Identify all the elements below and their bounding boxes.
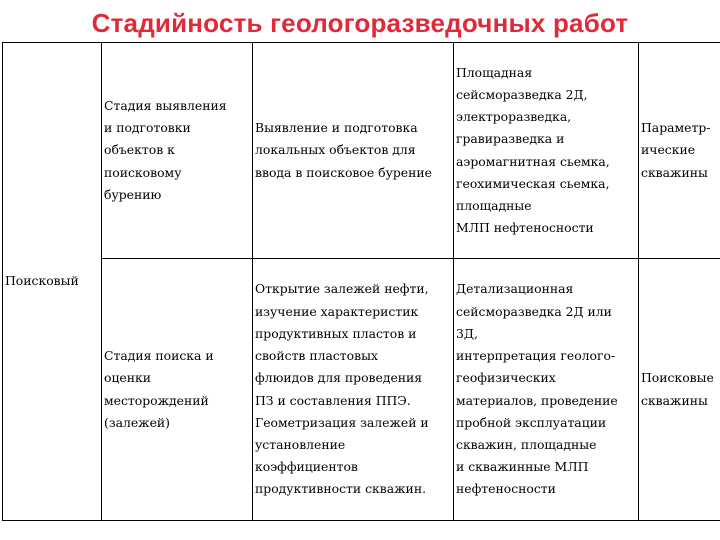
- cell-line: сейсморазведка 2Д,: [456, 86, 588, 102]
- cell-line: Площадная: [456, 64, 533, 80]
- objective-cell: [253, 43, 454, 259]
- methods-cell: [454, 43, 639, 259]
- cell-line: сейсморазведка 2Д или: [456, 303, 612, 319]
- cell-line: нефтеносности: [456, 481, 556, 497]
- cell-line: Параметр-: [641, 120, 711, 136]
- cell-line: скважин, площадные: [456, 436, 597, 452]
- wells-cell: [639, 259, 720, 521]
- cell-line: геофизических: [456, 370, 556, 386]
- cell-line: изучение характеристик: [255, 303, 419, 319]
- cell-line: скважины: [641, 164, 708, 180]
- cell-line: бурению: [104, 186, 162, 202]
- wells-text: [641, 367, 720, 411]
- cell-line: Стадия поиска и: [104, 348, 214, 364]
- cell-line: аэромагнитная сьемка,: [456, 153, 610, 169]
- objective-text: [255, 117, 451, 184]
- wells-cell: [639, 43, 720, 259]
- cell-line: гравиразведка и: [456, 131, 565, 147]
- cell-line: материалов, проведение: [456, 392, 618, 408]
- substage-text: [104, 95, 250, 206]
- cell-line: коэффициентов: [255, 459, 358, 475]
- cell-line: Геометризация залежей и: [255, 414, 429, 430]
- cell-line: месторождений: [104, 392, 209, 408]
- cell-line: геохимическая сьемка,: [456, 175, 610, 191]
- cell-line: и подготовки: [104, 120, 191, 136]
- cell-line: пробной эксплуатации: [456, 414, 607, 430]
- cell-line: продуктивности скважин.: [255, 481, 427, 497]
- cell-line: локальных объектов для: [255, 142, 416, 158]
- cell-line: свойств пластовых: [255, 348, 378, 364]
- cell-line: оценки: [104, 370, 152, 386]
- substage-text: [104, 345, 250, 434]
- table-row: [3, 43, 720, 259]
- cell-line: объектов к: [104, 142, 175, 158]
- cell-line: площадные: [456, 197, 532, 213]
- substage-cell: [102, 259, 253, 521]
- cell-line: Поисковые: [641, 370, 714, 386]
- stage-label: Поисковый: [5, 273, 79, 289]
- methods-text: [456, 62, 636, 240]
- objective-cell: [253, 259, 454, 521]
- wells-text: [641, 117, 720, 184]
- cell-line: интерпретация геолого-: [456, 348, 616, 364]
- cell-line: поисковому: [104, 164, 182, 180]
- objective-text: [255, 278, 451, 500]
- cell-line: и скважинные МЛП: [456, 459, 589, 475]
- cell-line: электроразведка,: [456, 109, 572, 125]
- cell-line: флюидов для проведения: [255, 370, 423, 386]
- cell-line: ические: [641, 142, 696, 158]
- stages-table: [2, 42, 720, 521]
- cell-line: ПЗ и составления ППЭ.: [255, 392, 411, 408]
- methods-cell: [454, 259, 639, 521]
- cell-line: (залежей): [104, 414, 171, 430]
- slide-title: Стадийность геологоразведочных работ: [91, 8, 629, 38]
- substage-cell: [102, 43, 253, 259]
- cell-line: 3Д,: [456, 325, 478, 341]
- cell-line: Стадия выявления: [104, 97, 227, 113]
- methods-text: [456, 278, 636, 500]
- cell-line: Детализационная: [456, 281, 574, 297]
- stage-cell: [3, 43, 102, 521]
- table-row: [3, 259, 720, 521]
- cell-line: установление: [255, 436, 346, 452]
- cell-line: ввода в поисковое бурение: [255, 164, 432, 180]
- cell-line: скважины: [641, 392, 708, 408]
- cell-line: МЛП нефтеносности: [456, 220, 594, 236]
- cell-line: Выявление и подготовка: [255, 120, 418, 136]
- cell-line: продуктивных пластов и: [255, 325, 417, 341]
- cell-line: Открытие залежей нефти,: [255, 281, 429, 297]
